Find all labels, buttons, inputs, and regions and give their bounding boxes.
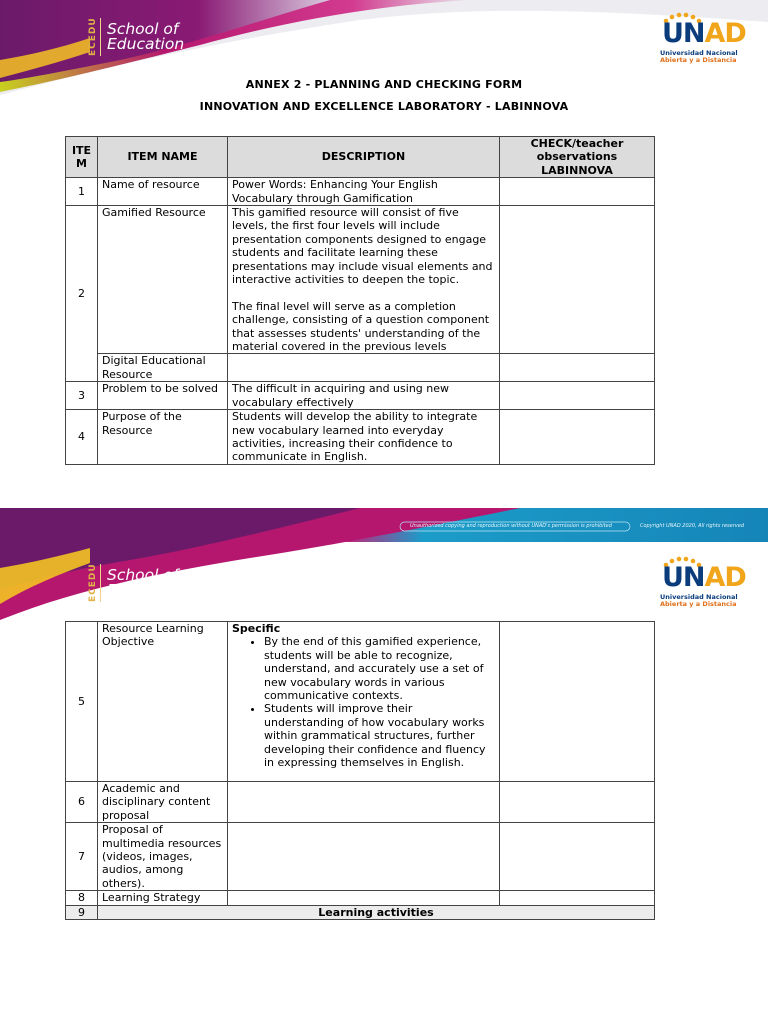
list-item: • By the end of this gamified experience, students will be able to recognize, understand, and accurately use a set of new vocabulary words in various communicative contexts. (264, 635, 495, 702)
row-check-cell (500, 823, 655, 891)
row-check-cell (500, 410, 655, 465)
unad-subtitle-1: Universidad Nacional (660, 593, 738, 601)
row-check-cell (500, 891, 655, 905)
row-description (228, 622, 500, 782)
row-number: 2 (66, 206, 98, 382)
ecedu-label: ECEDU (88, 564, 101, 602)
school-name: School of Education (107, 566, 185, 599)
table-row (66, 622, 655, 782)
unad-subtitle-2: Abierta y a Distancia (660, 600, 737, 608)
document-subtitle: INNOVATION AND EXCELLENCE LABORATORY - LABINNOVA (199, 100, 569, 113)
table-row (66, 206, 655, 354)
row-description (228, 823, 500, 891)
unad-subtitle-1: Universidad Nacional (660, 49, 738, 57)
table-header-row (66, 137, 655, 178)
row-number: 8 (66, 891, 98, 905)
row-description (228, 206, 500, 354)
row-item-name: Academic and disciplinary content proposal (98, 782, 228, 823)
row-number: 4 (66, 410, 98, 465)
row-number: 3 (66, 382, 98, 410)
row-description: Power Words: Enhancing Your English Vocabulary through Gamification (228, 178, 500, 206)
objective-heading: Specific (232, 622, 281, 635)
row-description (228, 354, 500, 382)
table-row (66, 178, 655, 206)
row-check-cell (500, 178, 655, 206)
row-item-name: Proposal of multimedia resources (videos, images, audios, among others). (98, 823, 228, 891)
row-item-name: Learning Strategy (98, 891, 228, 905)
row-description: The difficult in acquiring and using new vocabulary effectively (228, 382, 500, 410)
school-of-education-logo (88, 564, 184, 602)
unad-subtitle-2: Abierta y a Distancia (660, 56, 737, 64)
row-number: 9 (66, 905, 98, 919)
table-row (66, 382, 655, 410)
description-paragraph: This gamified resource will consist of five levels, the first four levels will include presentation components designed to engage students and facilitate learning these presentations may include visual elements and interactive activities to deepen the topic. (232, 206, 493, 287)
row-number: 6 (66, 782, 98, 823)
row-item-name: Digital Educational Resource (98, 354, 228, 382)
row-item-name: Problem to be solved (98, 382, 228, 410)
list-item: • Students will improve their understanding of how vocabulary works within grammatical structures, further developing their confidence and fluency in expressing themselves in English. (264, 702, 495, 769)
row-description (228, 782, 500, 823)
row-item-name: Purpose of the Resource (98, 410, 228, 465)
header-check: CHECK/teacher observations LABINNOVA (500, 137, 655, 178)
row-number: 7 (66, 823, 98, 891)
row-check-cell (500, 782, 655, 823)
table-row (66, 354, 655, 382)
row-check-cell (500, 354, 655, 382)
table-row (66, 782, 655, 823)
ecedu-label: ECEDU (88, 18, 101, 56)
header-description: DESCRIPTION (228, 137, 500, 178)
school-of-education-logo (88, 18, 184, 56)
banner-copyright: Copyright UNAD 2020, All rights reserved (640, 523, 744, 529)
unad-logo (660, 556, 746, 608)
unad-wordmark: UNAD (662, 562, 746, 593)
unad-logo (660, 12, 746, 64)
school-name: School of Education (107, 20, 185, 53)
learning-activities-label: Learning activities (98, 905, 655, 919)
table-row (66, 823, 655, 891)
row-description: Students will develop the ability to integrate new vocabulary learned into everyday activities, increasing their confidence to communicate in English. (228, 410, 500, 465)
row-number: 5 (66, 622, 98, 782)
planning-table-page2 (65, 621, 655, 920)
table-row (66, 410, 655, 465)
unad-wordmark: UNAD (662, 18, 746, 49)
row-check-cell (500, 206, 655, 354)
banner-notice: Unauthorized copying and reproduction without UNAD's permission is prohibited (410, 523, 612, 529)
header-item-name: ITEM NAME (98, 137, 228, 178)
row-check-cell (500, 382, 655, 410)
row-item-name: Name of resource (98, 178, 228, 206)
row-item-name: Gamified Resource (98, 206, 228, 354)
table-row (66, 891, 655, 905)
table-row (66, 905, 655, 919)
row-item-name: Resource Learning Objective (98, 622, 228, 782)
document-title: ANNEX 2 - PLANNING AND CHECKING FORM (245, 78, 523, 91)
row-check-cell (500, 622, 655, 782)
objective-list (232, 635, 495, 769)
planning-table-page1 (65, 136, 655, 465)
row-number: 1 (66, 178, 98, 206)
row-description (228, 891, 500, 905)
description-paragraph: The final level will serve as a completion challenge, consisting of a question component that assesses students' understanding of the material covered in the previous levels (232, 299, 490, 354)
page-header-2 (0, 508, 768, 620)
header-item: ITE M (66, 137, 98, 178)
